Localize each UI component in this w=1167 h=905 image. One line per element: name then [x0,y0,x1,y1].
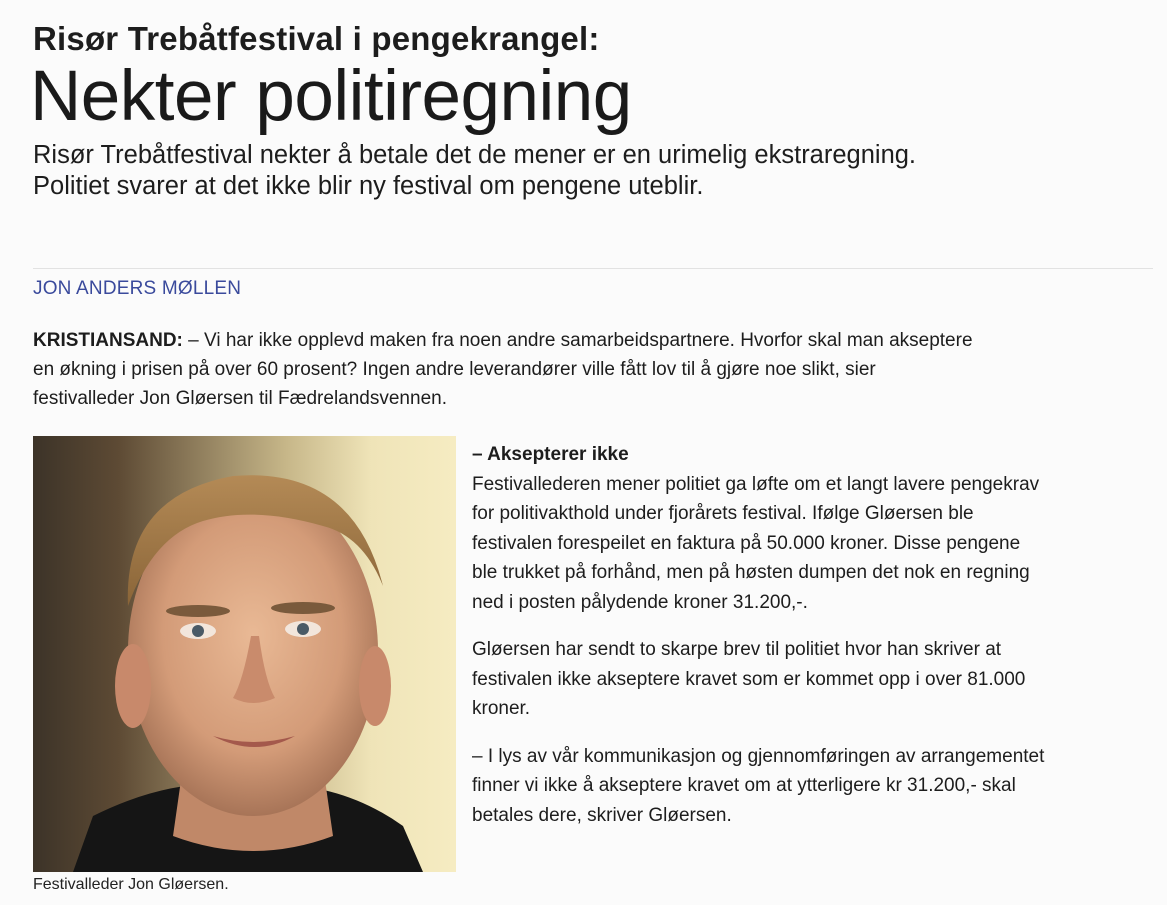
subhead: – Aksepterer ikke [472,444,629,465]
body-line: ned i posten pålydende kroner 31.200,-. [472,591,808,613]
body-line: Festivallederen mener politiet ga løfte om et langt lavere pengekrav [472,473,1040,495]
body-paragraph [472,742,1152,831]
divider [33,268,1153,269]
body-line: finner vi ikke å akseptere kravet om at ytterligere kr 31.200,- skal [472,775,1016,796]
body-column [472,440,1152,848]
portrait-illustration [33,436,456,872]
body-line: kroner. [472,698,531,719]
ingress-line: Politiet svarer at det ikke blir ny festival om pengene uteblir. [33,172,704,200]
ingress [33,140,1133,202]
body-line: ble trukket på forhånd, men på høsten dumpen det nok en regning [472,562,1030,583]
photo-caption: Festivalleder Jon Gløersen. [33,876,229,893]
portrait-photo [33,436,456,872]
body-paragraph [472,470,1152,618]
body-line: Gløersen har sendt to skarpe brev til politiet hvor han skriver at [472,639,1002,660]
byline: JON ANDERS MØLLEN [33,278,242,299]
dateline: KRISTIANSAND: [33,330,183,351]
lead-line: en økning i prisen på over 60 prosent? Ingen andre leverandører ville fått lov til å gjøre noe slikt, sier [33,359,876,380]
headline: Nekter politiregning [30,57,632,136]
lead-paragraph [33,326,1153,413]
body-line: – I lys av vår kommunikasjon og gjennomføringen av arrangementet [472,745,1045,767]
kicker: Risør Trebåtfestival i pengekrangel: [33,20,600,57]
body-paragraph [472,635,1152,724]
body-line: festivalen ikke akseptere kravet som er kommet opp i over 81.000 [472,668,1026,690]
body-line: betales dere, skriver Gløersen. [472,804,732,826]
lead-line: festivalleder Jon Gløersen til Fædrelandsvennen. [33,388,447,409]
body-line: for politivakthold under fjorårets festival. Ifølge Gløersen ble [472,503,974,524]
ingress-line: Risør Trebåtfestival nekter å betale det de mener er en urimelig ekstraregning. [33,141,917,169]
lead-line [33,326,1153,355]
lead-text: – Vi har ikke opplevd maken fra noen andre samarbeidspartnere. Hvorfor skal man akseptere [182,330,973,351]
body-line: festivalen forespeilet en faktura på 50.000 kroner. Disse pengene [472,532,1021,554]
